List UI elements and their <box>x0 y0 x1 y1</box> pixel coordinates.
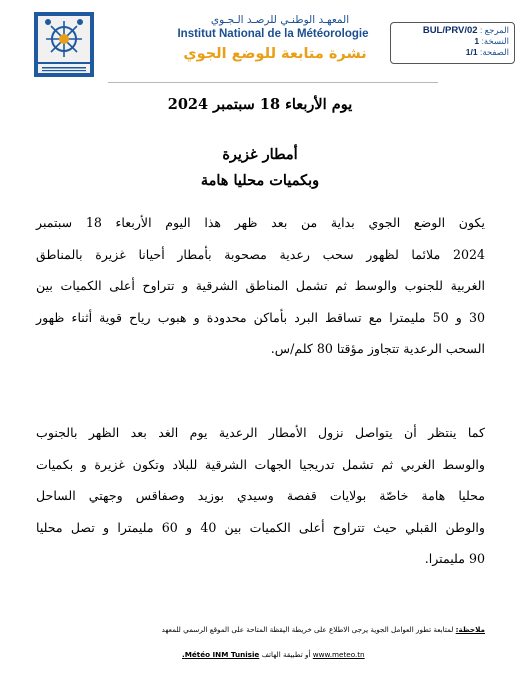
copy-label: النسخة: <box>481 36 509 46</box>
inm-logo <box>34 12 94 77</box>
paragraph-line: كما ينتظر أن يتواصل نزول الأمطار الرعدية يوم الغد بعد الظهر بالجنوب <box>36 425 485 440</box>
page-line <box>396 47 509 58</box>
paragraph-line: 2024 ملائما لظهور سحب رعدية مصحوبة بأمطار أحيانا غزيرة بالمناطق <box>36 246 485 262</box>
page-value: 1/1 <box>465 47 478 57</box>
headline-line-2: وبكميات محليا هامة <box>200 172 320 189</box>
reference-line <box>396 25 509 36</box>
footnote-links <box>182 650 457 659</box>
forecast-paragraph-today <box>36 207 485 365</box>
institute-name-french: Institut National de la Météorologie <box>177 28 369 40</box>
header-divider <box>108 82 438 83</box>
footnote-text: لمتابعة تطور العوامل الجوية يرجى الاطلاع على خريطة اليقظة المتاحة على الموقع الرسمي للمعهد <box>161 625 456 634</box>
reference-label: المرجع : <box>479 25 509 35</box>
institute-name-arabic: المعهـد الوطنـي للرصـد الـجـوي <box>210 14 350 26</box>
copy-line <box>396 36 509 47</box>
page-label: الصفحة: <box>479 47 509 57</box>
mobile-app-link[interactable]: Météo INM Tunisie. <box>182 650 260 659</box>
headline-line-1: أمطار غزيرة <box>222 146 298 163</box>
reference-box <box>390 22 515 64</box>
paragraph-line: 90 مليمترا. <box>424 551 485 566</box>
footnote-label: ملاحظة: <box>455 625 485 634</box>
bulletin-title: نشرة متابعة للوضع الجوي <box>183 46 367 62</box>
paragraph-line: السحب الرعدية تتجاوز مؤقتا 80 كلم/س. <box>270 341 485 356</box>
paragraph-line: محليا هامة خاصّة بولايات قفصة وسيدي بوزيد وصفاقس وجهتي الساحل <box>36 488 485 503</box>
paragraph-line: الغربية للجنوب والوسط ثم تشمل المناطق الشرقية و تتراوح أعلى الكميات بين <box>36 278 485 293</box>
paragraph-line: 30 و 50 مليمترا مع تساقط البرد بأماكن محدودة و هبوب رياح قوية أثناء ظهور <box>36 309 485 325</box>
forecast-paragraph-tomorrow <box>36 417 485 575</box>
paragraph-line: والوطن القبلي حيث تتراوح أعلى الكميات بين 40 و 60 مليمترا و تصل محليا <box>36 519 486 535</box>
reference-value: BUL/PRV/02 <box>422 25 478 36</box>
website-link[interactable]: www.meteo.tn <box>312 650 365 659</box>
paragraph-line: والوسط الغربي ثم تشمل تدريجيا الجهات الشرقية للبلاد وتكون غزيرة و بكميات <box>36 456 485 472</box>
copy-value: 1 <box>474 36 480 46</box>
footnote-connector: أو تطبيقة الهاتف <box>259 650 313 659</box>
paragraph-line: يكون الوضع الجوي بداية من بعد ظهر هذا اليوم الأربعاء 18 سبتمبر <box>36 215 486 230</box>
bulletin-date: يوم الأربعاء 18 سبتمبر 2024 <box>167 96 353 113</box>
footnote <box>38 624 485 636</box>
